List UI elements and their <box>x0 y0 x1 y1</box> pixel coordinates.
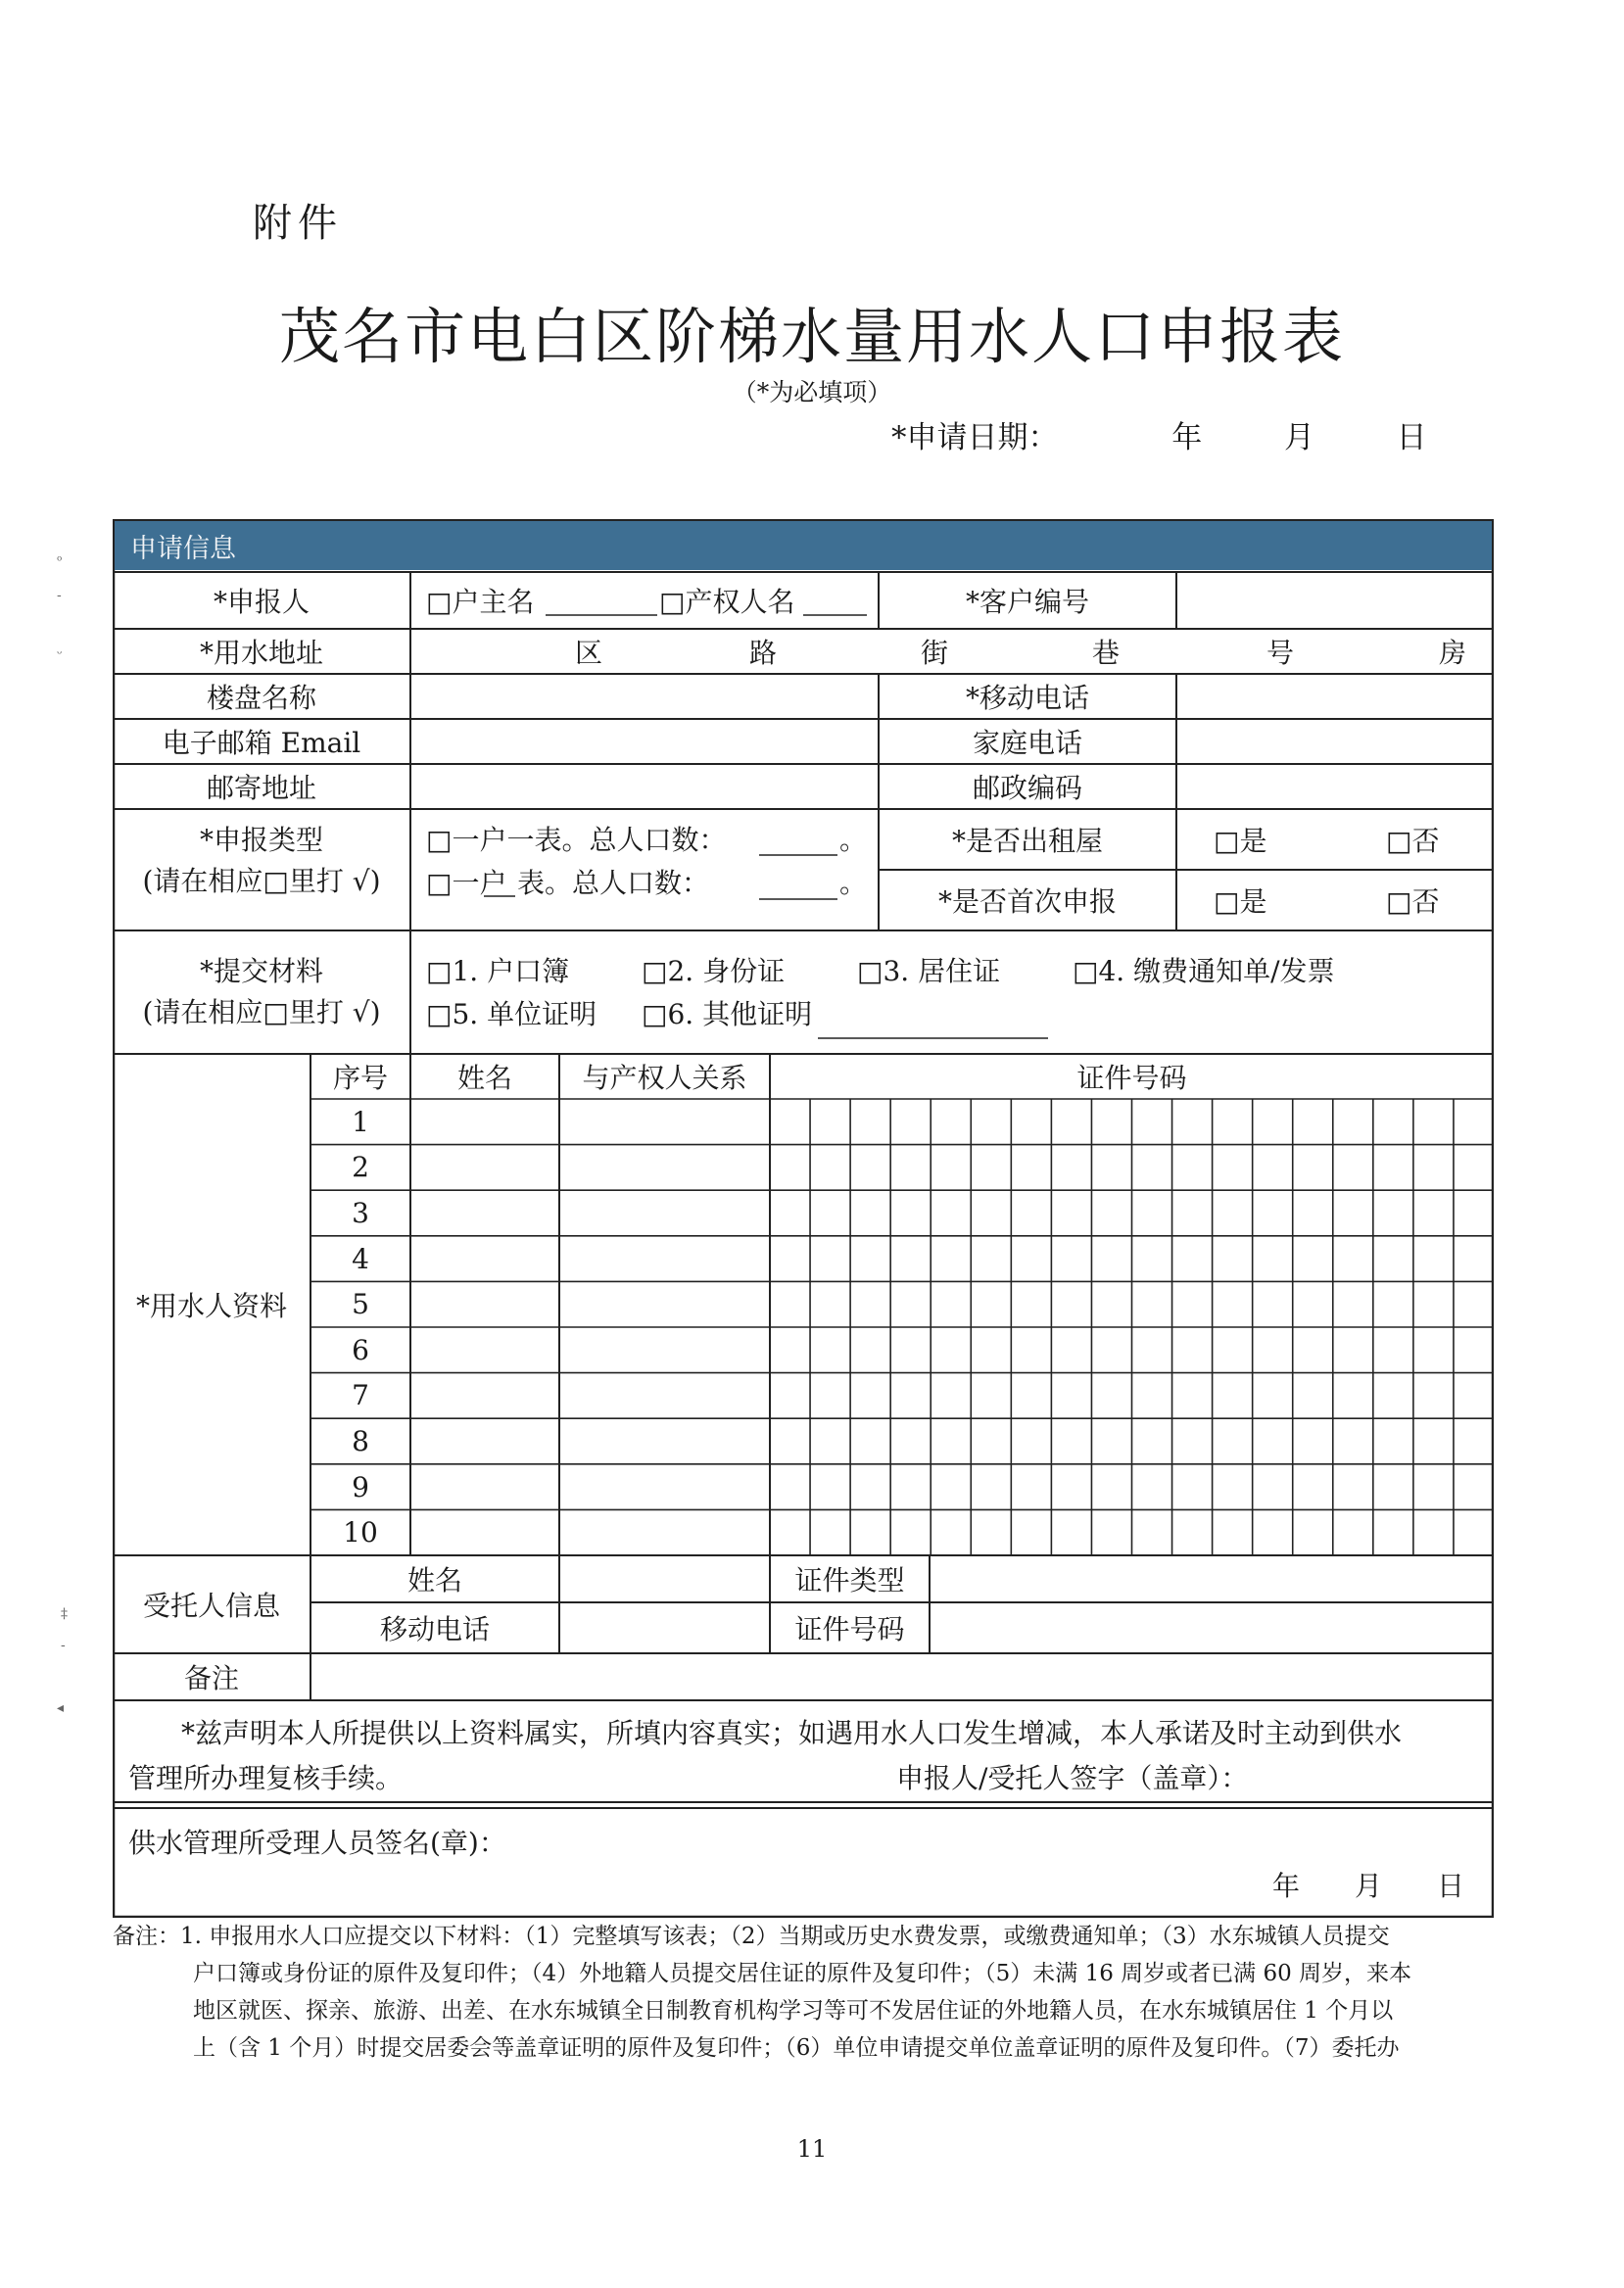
first-report-no-checkbox[interactable]: □否 <box>1386 885 1440 918</box>
col-relation: 与产权人关系 <box>582 1062 747 1094</box>
scan-mark: ◂ <box>57 1700 65 1716</box>
customer-no-label: *客户编号 <box>965 586 1089 618</box>
user-row-number: 3 <box>352 1196 369 1229</box>
building-label: 楼盘名称 <box>206 682 316 714</box>
office-staff-signature-label: 供水管理所受理人员签名(章)： <box>128 1827 506 1859</box>
footnote-line: 备注：1. 申报用水人口应提交以下材料：（1）完整填写该表；（2）当期或历史水费发票，或缴费通知单；（3）水东城镇人员提交 <box>113 1924 1390 1949</box>
user-row-number: 1 <box>352 1105 369 1138</box>
date-label: *申请日期： <box>891 420 1059 455</box>
material-residence-permit-checkbox[interactable]: □3. 居住证 <box>857 955 1001 987</box>
attachment-label: 附件 <box>253 201 343 246</box>
customer-no-field[interactable] <box>1178 574 1492 627</box>
address-room: 房 <box>1439 637 1467 669</box>
home-phone-field[interactable] <box>1178 721 1492 762</box>
office-date-day: 日 <box>1437 1870 1465 1902</box>
first-report-label: *是否首次申报 <box>937 885 1117 918</box>
declaration-line-2: 管理所办理复核手续。 <box>128 1762 404 1794</box>
date-year: 年 <box>1171 420 1203 455</box>
material-bill-checkbox[interactable]: □4. 缴费通知单/发票 <box>1073 955 1335 987</box>
email-field[interactable] <box>412 721 877 762</box>
office-date-month: 月 <box>1355 1870 1383 1902</box>
property-owner-checkbox[interactable]: □产权人名 <box>659 586 795 618</box>
required-note: （*为必填项） <box>732 378 892 406</box>
signature-label: 申报人/受托人签字（盖章）： <box>896 1762 1249 1794</box>
user-row-number: 9 <box>352 1470 369 1503</box>
remark-label: 备注 <box>183 1662 239 1694</box>
form-title: 茂名市电白区阶梯水量用水人口申报表 <box>278 301 1345 372</box>
remark-field[interactable] <box>312 1655 1492 1698</box>
report-type-end-1: 。 <box>839 824 868 856</box>
materials-label: *提交材料 <box>199 955 323 987</box>
footnote <box>113 1918 1504 2067</box>
one-household-one-meter-checkbox[interactable]: □一户一表。总人口数： <box>426 824 727 856</box>
scan-mark: ᵕ <box>57 646 63 662</box>
user-row-number: 5 <box>352 1288 369 1321</box>
trustee-id-no-label: 证件号码 <box>794 1613 905 1645</box>
footnote-line: 地区就医、探亲、旅游、出差、在水东城镇全日制教育机构学习等可不发居住证的外地籍人员，在水东城镇居住 1 个月以 <box>193 1998 1394 2024</box>
one-household-multi-meter-checkbox[interactable]: □一户 <box>426 867 507 899</box>
material-other-proof-checkbox[interactable]: □6. 其他证明 <box>642 998 813 1030</box>
page-number: 11 <box>796 2135 828 2163</box>
rental-label: *是否出租屋 <box>951 825 1103 857</box>
user-row-number: 8 <box>352 1424 369 1457</box>
trustee-name-label: 姓名 <box>406 1564 462 1597</box>
user-row-number: 4 <box>352 1242 369 1275</box>
user-row-number: 6 <box>352 1333 369 1366</box>
mobile-field[interactable] <box>1178 676 1492 717</box>
col-name: 姓名 <box>456 1062 512 1094</box>
address-lane: 巷 <box>1092 637 1121 669</box>
material-unit-proof-checkbox[interactable]: □5. 单位证明 <box>426 998 597 1030</box>
trustee-id-no-field[interactable] <box>931 1604 1492 1651</box>
water-users-label: *用水人资料 <box>135 1290 287 1322</box>
report-type-end-2: 。 <box>839 867 868 899</box>
material-id-card-checkbox[interactable]: □2. 身份证 <box>642 955 786 987</box>
footnote-line: 户口簿或身份证的原件及复印件；（4）外地籍人员提交居住证的原件及复印件；（5）未满 16 周岁或者已满 60 周岁，来本 <box>193 1961 1412 1986</box>
material-household-register-checkbox[interactable]: □1. 户口簿 <box>426 955 570 987</box>
mobile-label: *移动电话 <box>965 682 1089 714</box>
office-date-year: 年 <box>1272 1870 1301 1902</box>
user-row-number: 2 <box>352 1151 369 1184</box>
trustee-label: 受托人信息 <box>142 1590 280 1622</box>
email-label: 电子邮箱 Email <box>162 727 361 759</box>
mailing-address-label: 邮寄地址 <box>206 772 316 804</box>
trustee-mobile-label: 移动电话 <box>379 1613 490 1645</box>
report-type-hint: (请在相应□里打 √) <box>142 865 381 897</box>
rental-yes-checkbox[interactable]: □是 <box>1214 825 1267 857</box>
postcode-field[interactable] <box>1178 766 1492 807</box>
scan-mark: ‡ <box>61 1606 68 1622</box>
date-day: 日 <box>1396 420 1427 455</box>
col-serial-no: 序号 <box>332 1062 388 1094</box>
report-type-opt2-text: 表。总人口数： <box>517 867 710 899</box>
col-id-number: 证件号码 <box>1076 1062 1187 1094</box>
scan-mark: - <box>57 588 62 603</box>
address-district: 区 <box>575 637 603 669</box>
address-street: 街 <box>921 637 949 669</box>
building-field[interactable] <box>412 676 877 717</box>
rental-no-checkbox[interactable]: □否 <box>1386 825 1440 857</box>
owner-checkbox[interactable]: □户主名 <box>426 586 535 618</box>
materials-hint: (请在相应□里打 √) <box>142 996 381 1028</box>
section-header: 申请信息 <box>115 521 1492 570</box>
address-label: *用水地址 <box>199 637 323 669</box>
postcode-label: 邮政编码 <box>972 772 1082 804</box>
trustee-mobile-field[interactable] <box>561 1604 768 1651</box>
trustee-name-field[interactable] <box>561 1557 768 1600</box>
trustee-id-type-field[interactable] <box>931 1557 1492 1600</box>
user-row-number: 10 <box>343 1516 378 1549</box>
first-report-yes-checkbox[interactable]: □是 <box>1214 885 1267 918</box>
scan-mark: - <box>61 1638 66 1653</box>
home-phone-label: 家庭电话 <box>972 727 1082 759</box>
application-date <box>891 412 1427 456</box>
date-month: 月 <box>1283 420 1314 455</box>
mailing-address-field[interactable] <box>412 766 877 807</box>
user-row-number: 7 <box>352 1379 369 1412</box>
scan-mark: ᵒ <box>57 553 63 569</box>
trustee-id-type-label: 证件类型 <box>794 1564 905 1597</box>
declaration-line-1: *兹声明本人所提供以上资料属实，所填内容真实；如遇用水人口发生增减，本人承诺及时主动到供水 <box>181 1717 1403 1749</box>
applicant-label: *申报人 <box>213 586 310 618</box>
address-number: 号 <box>1266 637 1295 669</box>
application-form <box>113 519 1494 1918</box>
report-type-label: *申报类型 <box>199 824 323 856</box>
address-road: 路 <box>749 637 778 669</box>
footnote-line: 上（含 1 个月）时提交居委会等盖章证明的原件及复印件；（6）单位申请提交单位盖章证明的原件及复印件。（7）委托办 <box>193 2035 1400 2061</box>
